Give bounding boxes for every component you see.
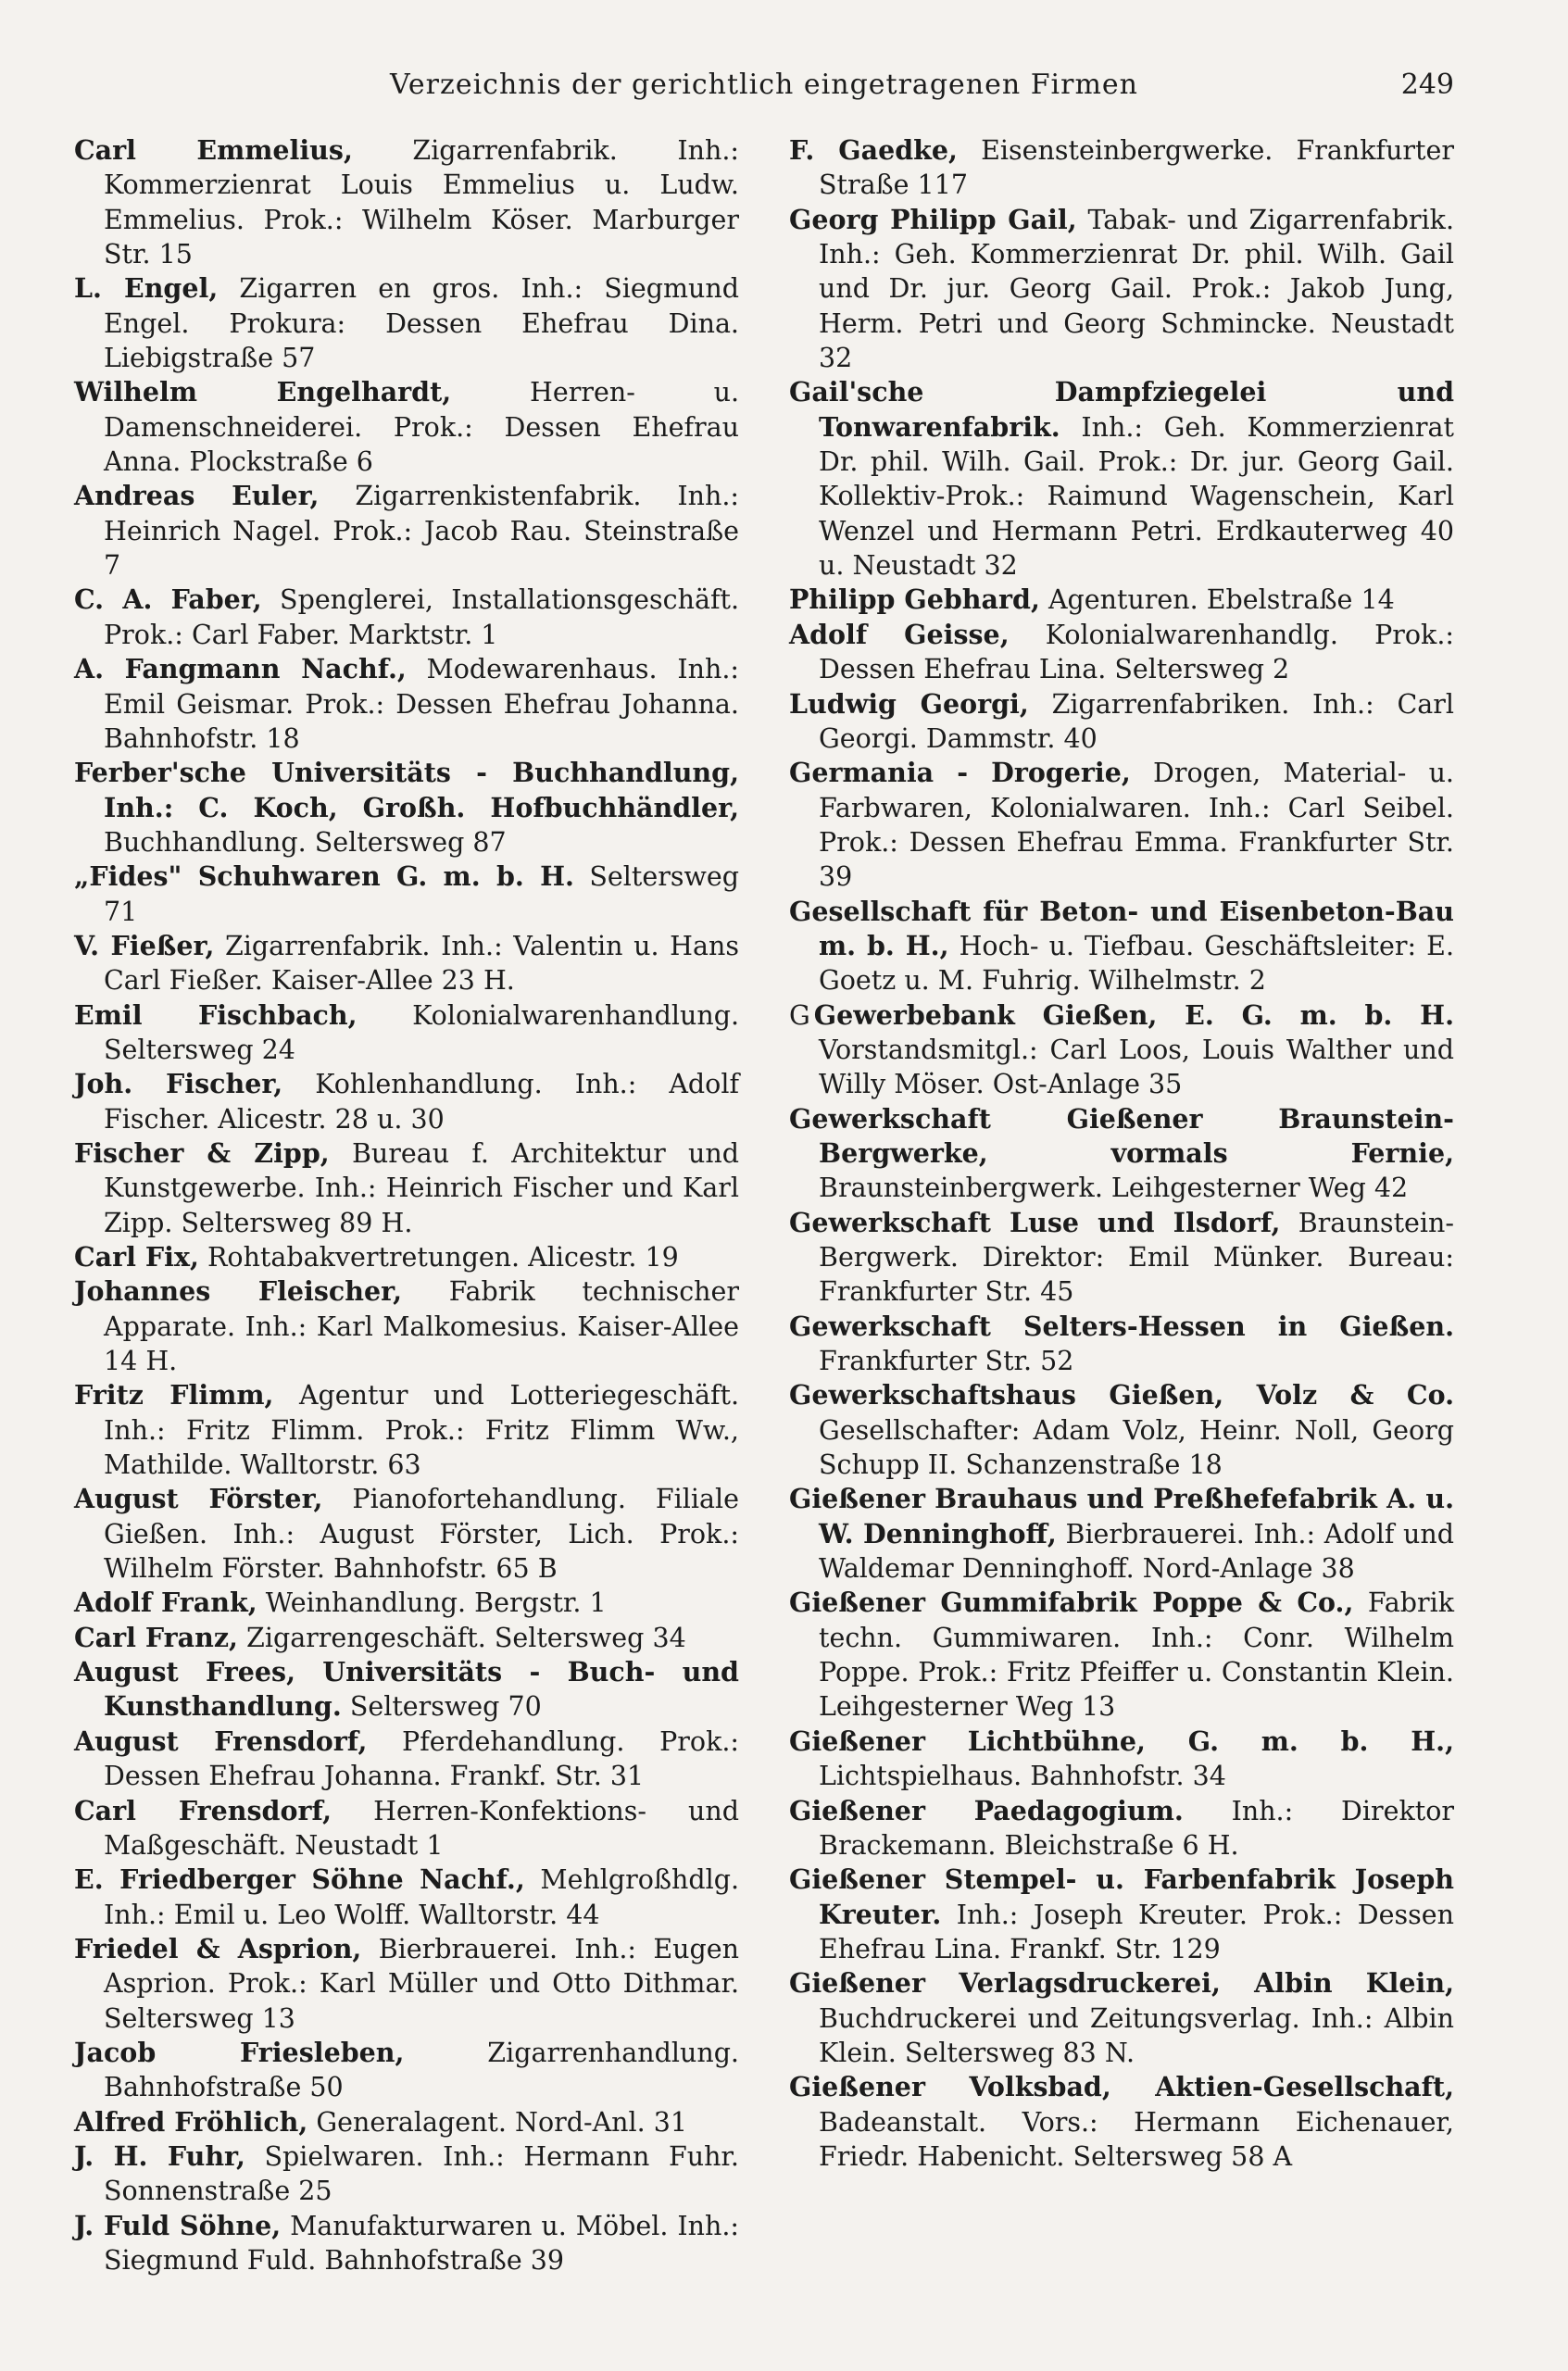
firm-details: Bureau f. Architektur und Kunstgewerbe. Inh.: Heinrich Fischer und Karl Zipp. Seltersweg 89 H. (104, 1137, 740, 1238)
firm-name: Carl Fix, (74, 1241, 199, 1273)
firm-name: Gießener Brauhaus und Preßhefefabrik A. u. W. Denninghoff, (789, 1483, 1454, 1549)
directory-entry (789, 687, 1454, 757)
firm-name: L. Engel, (74, 272, 219, 305)
firm-name: Gewerkschaft Luse und Ilsdorf, (789, 1206, 1281, 1238)
directory-entry (789, 2070, 1454, 2174)
directory-entry (74, 1794, 739, 1863)
directory-entry (789, 618, 1454, 687)
firm-name: Gewerkschaft Selters-Hessen in Gießen. (789, 1310, 1454, 1342)
firm-details: Buchdruckerei und Zeitungsverlag. Inh.: Albin Klein. Seltersweg 83 N. (819, 2002, 1454, 2068)
directory-entry (74, 1621, 739, 1655)
firm-name: Philipp Gebhard, (789, 583, 1040, 616)
firm-details: Fabrik technischer Apparate. Inh.: Karl Malkomesius. Kaiser-Allee 14 H. (104, 1276, 740, 1377)
running-header (74, 63, 1454, 109)
page-header-title: Verzeichnis der gerichtlich eingetragenen Firmen (390, 69, 1138, 101)
firm-details: Fabrik techn. Gummiwaren. Inh.: Conr. Wilhelm Poppe. Prok.: Fritz Pfeiffer u. Constantin Klein. Leihgesterner Weg 13 (819, 1587, 1454, 1723)
firm-name: A. Fangmann Nachf., (74, 653, 407, 685)
directory-entry (74, 479, 739, 583)
firm-name: Gewerbebank Gießen, E. G. m. b. H. (813, 998, 1454, 1031)
left-column (74, 133, 739, 2277)
firm-details: Kohlenhandlung. Inh.: Adolf Fischer. Alicestr. 28 u. 30 (104, 1069, 739, 1135)
directory-entry (789, 998, 1454, 1102)
directory-entry (789, 133, 1454, 203)
directory-entry (74, 1863, 739, 1932)
firm-name: Friedel & Asprion, (74, 1932, 362, 1964)
firm-name: Jacob Friesleben, (74, 2036, 405, 2068)
directory-entry (789, 1586, 1454, 1724)
firm-name: Carl Franz, (74, 1621, 238, 1653)
firm-details: Inh.: Joseph Kreuter. Prok.: Dessen Ehefrau Lina. Frankf. Str. 129 (819, 1899, 1454, 1964)
firm-name: Ludwig Georgi, (789, 687, 1029, 720)
directory-entry (74, 652, 739, 756)
firm-name: Gewerkschaft Gießener Braunstein-Bergwerke, vormals Fernie, (789, 1102, 1454, 1169)
firm-name: Gießener Paedagogium. (789, 1794, 1184, 1826)
firm-name: Gießener Volksbad, Aktien-Gesellschaft, (789, 2071, 1454, 2103)
firm-details: Drogen, Material- u. Farbwaren, Kolonialwaren. Inh.: Carl Seibel. Prok.: Dessen Ehefrau Emma. Frankfurter Str. 39 (819, 758, 1454, 893)
firm-details: Rohtabakvertretungen. Alicestr. 19 (207, 1242, 679, 1273)
firm-details: Spielwaren. Inh.: Hermann Fuhr. Sonnenstraße 25 (104, 2140, 739, 2207)
firm-details: Manufakturwaren u. Möbel. Inh.: Siegmund Fuld. Bahnhofstraße 39 (104, 2210, 740, 2276)
firm-details: Mehlgroßhdlg. Inh.: Emil u. Leo Wolff. Walltorstr. 44 (104, 1864, 740, 1930)
firm-name: Gesellschaft für Beton- und Eisenbeton-Bau m. b. H., (789, 895, 1454, 961)
directory-entry (74, 1725, 739, 1794)
firm-details: Zigarrenfabriken. Inh.: Carl Georgi. Dammstr. 40 (819, 688, 1454, 754)
directory-entry (789, 1482, 1454, 1586)
firm-details: Pianofortehandlung. Filiale Gießen. Inh.: August Förster, Lich. Prok.: Wilhelm Förster. Bahnhofstr. 65 B (104, 1484, 739, 1585)
directory-entry (74, 1586, 739, 1620)
firm-name: Fritz Flimm, (74, 1379, 274, 1411)
directory-entry (74, 375, 739, 479)
directory-entry (74, 133, 739, 271)
firm-details: Seltersweg 70 (349, 1691, 542, 1723)
firm-name: August Frensdorf, (74, 1725, 368, 1757)
directory-entry (74, 583, 739, 652)
firm-details: Agenturen. Ebelstraße 14 (1047, 584, 1395, 616)
firm-details: Lichtspielhaus. Bahnhofstr. 34 (819, 1761, 1226, 1792)
directory-entry (789, 1725, 1454, 1794)
directory-entry (74, 2139, 739, 2209)
directory-entry (74, 859, 739, 929)
directory-entry (789, 375, 1454, 583)
firm-details: Herren-Konfektions- und Maßgeschäft. Neustadt 1 (104, 1795, 739, 1861)
right-column (789, 133, 1454, 2174)
firm-details: Kolonialwarenhandlg. Prok.: Dessen Ehefrau Lina. Seltersweg 2 (819, 619, 1454, 685)
firm-details: Herren- u. Damenschneiderei. Prok.: Dessen Ehefrau Anna. Plockstraße 6 (104, 377, 740, 478)
firm-details: Zigarrenfabrik. Inh.: Kommerzienrat Louis Emmelius u. Ludw. Emmelius. Prok.: Wilhelm Köser. Marburger Str. 15 (104, 135, 739, 270)
firm-details: Zigarrenhandlung. Bahnhofstraße 50 (104, 2037, 739, 2103)
firm-details: Kolonialwarenhandlung. Seltersweg 24 (104, 999, 739, 1065)
directory-entry (789, 1310, 1454, 1379)
directory-entry (74, 1932, 739, 2036)
firm-name: Gießener Gummifabrik Poppe & Co., (789, 1587, 1354, 1619)
firm-details: Modewarenhaus. Inh.: Emil Geismar. Prok.: Dessen Ehefrau Johanna. Bahnhofstr. 18 (104, 654, 739, 754)
directory-entry (74, 756, 739, 859)
directory-entry (789, 1206, 1454, 1310)
directory-entry (789, 583, 1454, 617)
directory-entry (789, 1863, 1454, 1966)
firm-name: Gail'sche Dampfziegelei und Tonwarenfabrik. (789, 376, 1454, 443)
firm-details: Bierbrauerei. Inh.: Eugen Asprion. Prok.: Karl Müller und Otto Dithmar. Seltersweg 13 (104, 1933, 740, 2034)
firm-details: Braunstein-Bergwerk. Direktor: Emil Münker. Bureau: Frankfurter Str. 45 (819, 1207, 1455, 1308)
firm-details: Braunsteinbergwerk. Leihgesterner Weg 42 (819, 1173, 1409, 1204)
directory-entry (789, 895, 1454, 998)
firm-details: Agentur und Lotteriegeschäft. Inh.: Fritz Flimm. Prok.: Fritz Flimm Ww., Mathilde. Walltorstr. 63 (104, 1380, 740, 1481)
firm-details: Zigarrengeschäft. Seltersweg 34 (246, 1622, 686, 1653)
firm-name: J. Fuld Söhne, (74, 2209, 282, 2241)
firm-name: J. H. Fuhr, (74, 2139, 245, 2172)
firm-details: Spenglerei, Installationsgeschäft. Prok.: Carl Faber. Marktstr. 1 (104, 584, 740, 650)
firm-name: Carl Emmelius, (74, 134, 353, 166)
directory-entry (74, 1067, 739, 1136)
firm-details: Badeanstalt. Vors.: Hermann Eichenauer, Friedr. Habenicht. Seltersweg 58 A (819, 2106, 1454, 2172)
firm-name: Gießener Stempel- u. Farbenfabrik Joseph Kreuter. (789, 1863, 1454, 1930)
directory-entry (789, 1102, 1454, 1206)
directory-entry (789, 1966, 1454, 2070)
page-number: 249 (1400, 69, 1454, 101)
firm-name: F. Gaedke, (789, 134, 958, 166)
directory-entry (789, 203, 1454, 376)
firm-name: Joh. Fischer, (74, 1068, 283, 1100)
directory-entry (74, 1240, 739, 1274)
directory-entry (74, 2209, 739, 2278)
directory-entry (74, 1482, 739, 1586)
directory-entry (74, 1274, 739, 1378)
firm-details: Zigarrenkistenfabrik. Inh.: Heinrich Nagel. Prok.: Jacob Rau. Steinstraße 7 (104, 481, 739, 582)
firm-name: Adolf Geisse, (789, 618, 1010, 650)
firm-name: Georg Philipp Gail, (789, 203, 1077, 235)
firm-details: Tabak- und Zigarrenfabrik. Inh.: Geh. Kommerzienrat Dr. phil. Wilh. Gail und Dr. jur. Georg Gail. Prok.: Jakob Jung, Herm. Petri und Georg Schmincke. Neustadt 32 (819, 204, 1454, 374)
firm-name: Germania - Drogerie, (789, 757, 1131, 789)
directory-entry (74, 929, 739, 998)
firm-name: Adolf Frank, (74, 1587, 257, 1619)
firm-name: Andreas Euler, (74, 480, 320, 512)
firm-details: Weinhandlung. Bergstr. 1 (265, 1587, 607, 1619)
firm-name: August Frees, Universitäts - Buch- und Kunsthandlung. (74, 1656, 739, 1723)
firm-name: August Förster, (74, 1483, 323, 1515)
directory-entry (789, 756, 1454, 894)
firm-details: Seltersweg 71 (104, 861, 739, 927)
directory-entry (789, 1378, 1454, 1482)
firm-name: „Fides" Schuhwaren G. m. b. H. (74, 860, 574, 893)
firm-details: Generalagent. Nord-Anl. 31 (316, 2106, 688, 2138)
firm-details: Inh.: Direktor Brackemann. Bleichstraße 6 H. (819, 1795, 1454, 1861)
firm-name: Ferber'sche Universitäts - Buchhandlung, Inh.: C. Koch, Großh. Hofbuchhändler, (74, 757, 739, 823)
firm-details: Frankfurter Str. 52 (819, 1346, 1074, 1377)
firm-details: Inh.: Geh. Kommerzienrat Dr. phil. Wilh. Gail. Prok.: Dr. jur. Georg Gail. Kollektiv-Prok.: Raimund Wagenschein, Karl Wenzel und Hermann Petri. Erdkauterweg 40 u. Neustadt 32 (819, 411, 1454, 582)
firm-name: Alfred Fröhlich, (74, 2105, 308, 2138)
directory-entry (74, 1378, 739, 1482)
firm-name: V. Fießer, (74, 929, 215, 961)
firm-name: Emil Fischbach, (74, 998, 358, 1031)
firm-details: Hoch- u. Tiefbau. Geschäftsleiter: E. Goetz u. M. Fuhrig. Wilhelmstr. 2 (819, 930, 1454, 997)
firm-details: Bierbrauerei. Inh.: Adolf und Waldemar Denninghoff. Nord-Anlage 38 (819, 1518, 1455, 1585)
directory-entry (74, 998, 739, 1068)
firm-name: E. Friedberger Söhne Nachf., (74, 1863, 525, 1896)
firm-details: Vorstandsmitgl.: Carl Loos, Louis Walther und Willy Möser. Ost-Anlage 35 (819, 1034, 1454, 1100)
directory-entry (789, 1794, 1454, 1863)
firm-name: Carl Frensdorf, (74, 1794, 332, 1826)
firm-details: Eisensteinbergwerke. Frankfurter Straße 117 (819, 135, 1454, 201)
directory-entry (74, 1136, 739, 1240)
firm-details: Gesellschafter: Adam Volz, Heinr. Noll, Georg Schupp II. Schanzenstraße 18 (819, 1414, 1454, 1481)
firm-name: Gießener Lichtbühne, G. m. b. H., (789, 1725, 1454, 1757)
firm-details: Zigarrenfabrik. Inh.: Valentin u. Hans Carl Fießer. Kaiser-Allee 23 H. (104, 930, 739, 997)
firm-details: Buchhandlung. Seltersweg 87 (104, 826, 507, 858)
firm-name: C. A. Faber, (74, 583, 262, 616)
directory-entry (74, 2036, 739, 2105)
directory-entry (74, 271, 739, 375)
firm-details: Zigarren en gros. Inh.: Siegmund Engel. Prokura: Dessen Ehefrau Dina. Liebigstraße 57 (104, 273, 739, 374)
firm-name: Gewerkschaftshaus Gießen, Volz & Co. (789, 1379, 1454, 1411)
entry-marker: G (789, 999, 810, 1031)
firm-name: Fischer & Zipp, (74, 1136, 330, 1169)
firm-details: Pferdehandlung. Prok.: Dessen Ehefrau Johanna. Frankf. Str. 31 (104, 1725, 739, 1792)
firm-name: Wilhelm Engelhardt, (74, 376, 452, 408)
directory-entry (74, 2105, 739, 2139)
directory-entry (74, 1655, 739, 1725)
firm-name: Gießener Verlagsdruckerei, Albin Klein, (789, 1967, 1454, 2000)
firm-name: Johannes Fleischer, (74, 1275, 402, 1308)
